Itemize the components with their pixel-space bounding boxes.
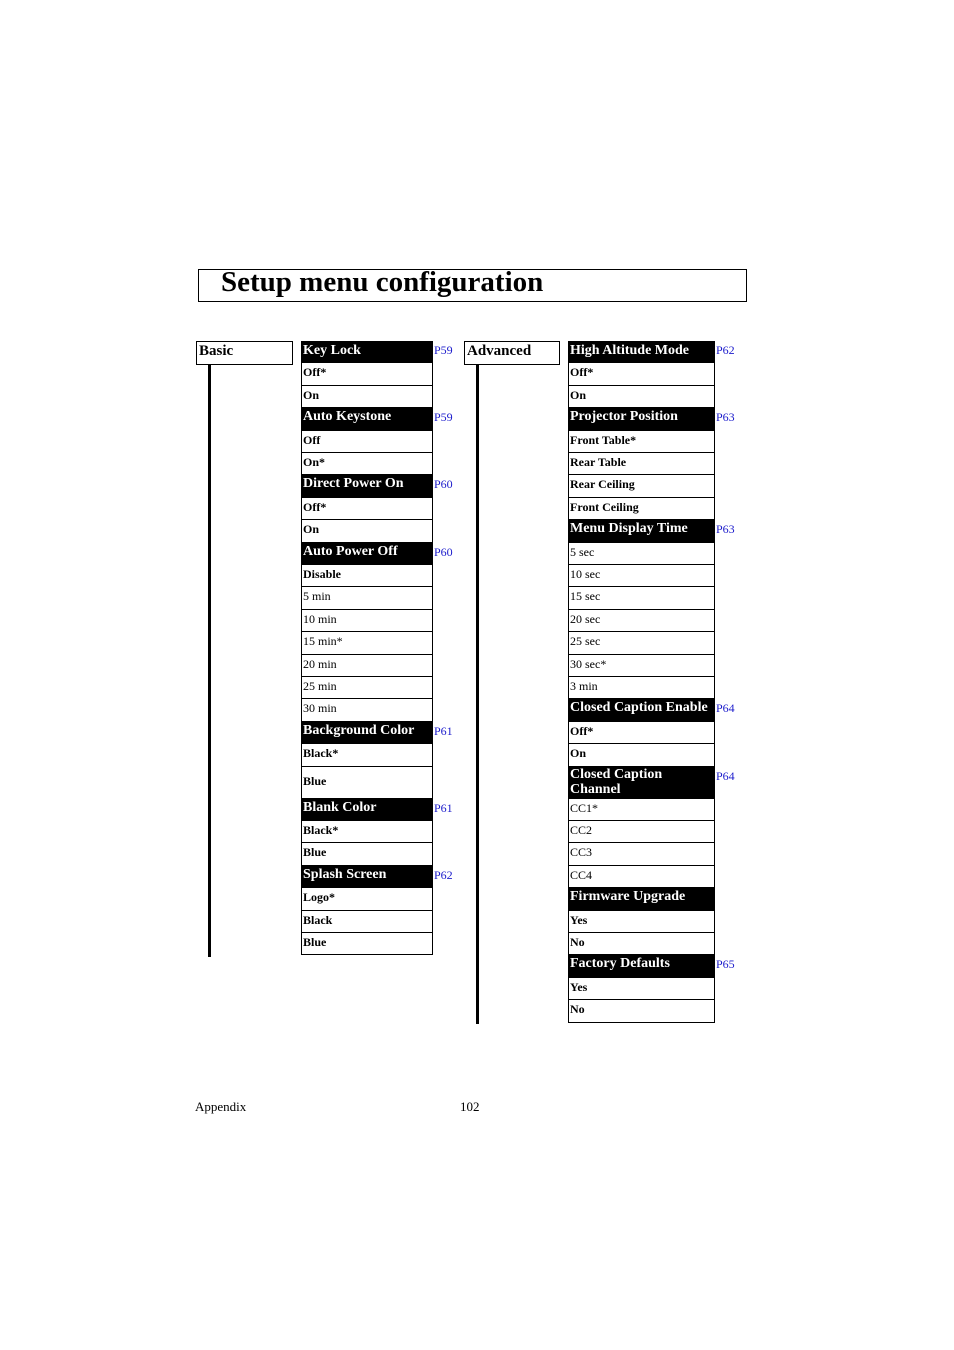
basic_menu-option: Black* <box>301 821 433 843</box>
page-title: Setup menu configuration <box>221 266 544 298</box>
advanced_menu-option: Front Table* <box>568 431 715 453</box>
advanced_menu-heading: Menu Display Time <box>568 520 715 542</box>
advanced_menu-option: 25 sec <box>568 632 715 654</box>
section-advanced: Advanced <box>464 341 560 365</box>
basic_menu-option: 5 min <box>301 587 433 609</box>
advanced_menu-heading: High Altitude Mode <box>568 341 715 363</box>
advanced_menu-option: 5 sec <box>568 543 715 565</box>
advanced-tree-line <box>476 365 479 1024</box>
advanced_menu-option: On <box>568 744 715 766</box>
advanced_menu-option: Rear Ceiling <box>568 475 715 497</box>
basic_menu-option: Logo* <box>301 888 433 910</box>
basic_menu-page-ref[interactable]: P60 <box>434 477 453 492</box>
footer-page-number: 102 <box>460 1099 480 1114</box>
basic_menu-option: Off <box>301 431 433 453</box>
advanced_menu-heading: Firmware Upgrade <box>568 888 715 910</box>
advanced_menu-option: CC1* <box>568 799 715 821</box>
advanced_menu-option: CC2 <box>568 821 715 843</box>
basic_menu-heading: Auto Keystone <box>301 408 433 430</box>
advanced_menu-page-ref[interactable]: P64 <box>716 768 735 783</box>
basic_menu-option: 30 min <box>301 699 433 721</box>
basic_menu-heading: Auto Power Off <box>301 543 433 565</box>
basic_menu-heading: Direct Power On <box>301 475 433 497</box>
basic_menu-option: On <box>301 386 433 408</box>
advanced_menu-option: Rear Table <box>568 453 715 475</box>
advanced_menu-option: Yes <box>568 911 715 933</box>
advanced_menu-option: CC4 <box>568 866 715 888</box>
basic_menu-option: On* <box>301 453 433 475</box>
advanced_menu-option: Yes <box>568 978 715 1000</box>
advanced_menu-option: Front Ceiling <box>568 498 715 520</box>
basic_menu-option: 15 min* <box>301 632 433 654</box>
advanced_menu-page-ref[interactable]: P62 <box>716 343 735 357</box>
advanced_menu-option: No <box>568 1000 715 1022</box>
basic_menu-heading: Splash Screen <box>301 866 433 888</box>
advanced_menu-option: Off* <box>568 722 715 744</box>
advanced_menu-heading: Factory Defaults <box>568 955 715 977</box>
basic-tree-line <box>208 365 211 957</box>
basic_menu-option: 20 min <box>301 655 433 677</box>
basic_menu-option: Off* <box>301 363 433 385</box>
section-basic: Basic <box>196 341 293 365</box>
basic_menu-option: Black* <box>301 744 433 766</box>
basic_menu-page-ref[interactable]: P59 <box>434 343 453 357</box>
advanced_menu-option: On <box>568 386 715 408</box>
basic_menu-page-ref[interactable]: P59 <box>434 410 453 425</box>
basic_menu-heading: Blank Color <box>301 799 433 821</box>
basic_menu-option: 10 min <box>301 610 433 632</box>
basic_menu-option: On <box>301 520 433 542</box>
basic_menu-option: Off* <box>301 498 433 520</box>
basic_menu-page-ref[interactable]: P62 <box>434 867 453 882</box>
basic_menu-option: 25 min <box>301 677 433 699</box>
footer-section: Appendix <box>195 1099 247 1114</box>
basic_menu-heading: Key Lock <box>301 341 433 363</box>
basic_menu-page-ref[interactable]: P60 <box>434 544 453 559</box>
advanced_menu-option: No <box>568 933 715 955</box>
advanced_menu-heading: Closed Caption Channel <box>568 767 715 799</box>
advanced_menu-option: 30 sec* <box>568 655 715 677</box>
advanced_menu-page-ref[interactable]: P64 <box>716 701 735 716</box>
basic_menu-option: Blue <box>301 933 433 955</box>
basic_menu-page-ref[interactable]: P61 <box>434 800 453 815</box>
basic_menu-option: Blue <box>301 843 433 865</box>
advanced_menu-option: 15 sec <box>568 587 715 609</box>
basic_menu-option: Blue <box>301 767 433 799</box>
advanced_menu-option: 10 sec <box>568 565 715 587</box>
basic_menu-heading: Background Color <box>301 722 433 744</box>
advanced_menu-option: 3 min <box>568 677 715 699</box>
advanced_menu-heading: Closed Caption Enable <box>568 699 715 721</box>
basic_menu-option: Black <box>301 911 433 933</box>
title-box <box>198 266 747 302</box>
advanced_menu-page-ref[interactable]: P63 <box>716 522 735 537</box>
advanced_menu-heading: Projector Position <box>568 408 715 430</box>
advanced_menu-option: 20 sec <box>568 610 715 632</box>
basic_menu-page-ref[interactable]: P61 <box>434 723 453 738</box>
advanced_menu-page-ref[interactable]: P63 <box>716 410 735 425</box>
advanced_menu-option: CC3 <box>568 843 715 865</box>
advanced_menu-page-ref[interactable]: P65 <box>716 957 735 972</box>
advanced_menu-option: Off* <box>568 363 715 385</box>
basic_menu-option: Disable <box>301 565 433 587</box>
